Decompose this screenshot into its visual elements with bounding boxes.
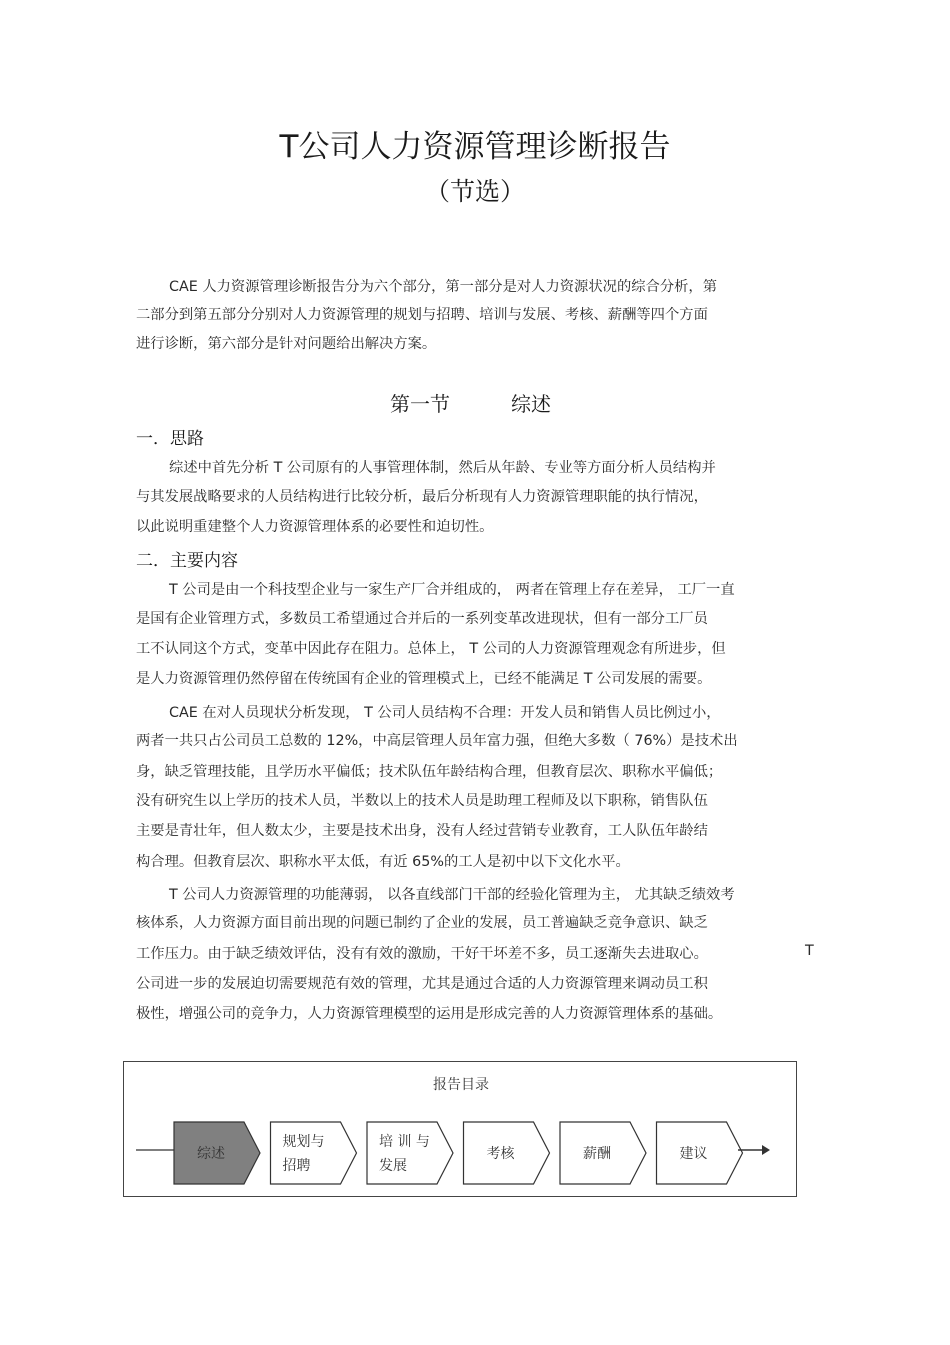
p2-line-3: 工不认同这个方式，变革中因此存在阻力。总体上， T 公司的人力资源管理观念有所进步，但 (136, 641, 726, 657)
p4-line-3: 工作压力。由于缺乏绩效评估，没有有效的激励，干好干坏差不多，员工逐渐失去进取心。 (136, 946, 708, 962)
toc-flow (124, 1062, 798, 1198)
toc-step-label: 考核 (486, 1146, 515, 1162)
flow-arrowhead-icon (762, 1145, 770, 1155)
p1-line-2: 与其发展战略要求的人员结构进行比较分析，最后分析现有人力资源管理职能的执行情况， (136, 489, 708, 505)
toc-step-chevron (367, 1122, 453, 1184)
section-title-name: 综述 (511, 392, 551, 416)
toc-step-label: 综述 (197, 1146, 225, 1162)
toc-step-label: 薪酬 (583, 1146, 611, 1162)
intro-line-2: 二部分到第五部分分别对人力资源管理的规划与招聘、培训与发展、考核、薪酬等四个方面 (136, 307, 708, 323)
toc-step-label: 发展 (379, 1158, 407, 1174)
toc-step-2 (271, 1122, 357, 1184)
p3-line-5: 主要是青壮年，但人数太少，主要是技术出身，没有人经过营销专业教育，工人队伍年龄结 (136, 823, 708, 839)
heading-approach: 一．思路 (136, 429, 204, 449)
toc-step-label: 招聘 (282, 1158, 311, 1174)
p4-line-5: 极性，增强公司的竞争力，人力资源管理模型的运用是形成完善的人力资源管理体系的基础。 (136, 1006, 723, 1022)
toc-step-label: 规划与 (282, 1134, 325, 1150)
p2-line-4: 是人力资源管理仍然停留在传统国有企业的管理模式上，已经不能满足 T 公司发展的需要。 (136, 671, 712, 687)
toc-step-chevron (271, 1122, 357, 1184)
intro-line-3: 进行诊断，第六部分是针对问题给出解决方案。 (136, 336, 437, 352)
p1-line-1: 综述中首先分析 T 公司原有的人事管理体制，然后从年龄、专业等方面分析人员结构并 (169, 460, 716, 476)
toc-step-4 (464, 1122, 550, 1184)
p3-line-4: 没有研究生以上学历的技术人员，半数以上的技术人员是助理工程师及以下职称，销售队伍 (136, 793, 708, 809)
toc-step-label: 建议 (679, 1146, 708, 1162)
page-title: T公司人力资源管理诊断报告 (279, 129, 671, 165)
toc-step-1 (174, 1122, 260, 1184)
toc-step-3 (367, 1122, 453, 1184)
p4-line-4: 公司进一步的发展迫切需要规范有效的管理，尤其是通过合适的人力资源管理来调动员工积 (136, 976, 708, 992)
p1-line-3: 以此说明重建整个人力资源管理体系的必要性和迫切性。 (136, 519, 494, 535)
toc-step-5 (560, 1122, 646, 1184)
p3-line-6: 构合理。但教育层次、职称水平太低，有近 65%的工人是初中以下文化水平。 (136, 854, 630, 870)
report-toc-diagram (123, 1061, 797, 1197)
section-title-number: 第一节 (390, 392, 450, 416)
p3-line-3: 身，缺乏管理技能，且学历水平偏低；技术队伍年龄结构合理，但教育层次、职称水平偏低； (136, 764, 723, 780)
intro-line-1: CAE 人力资源管理诊断报告分为六个部分，第一部分是对人力资源状况的综合分析，第 (169, 279, 718, 295)
toc-step-6 (657, 1122, 743, 1184)
toc-title: 报告目录 (433, 1077, 489, 1093)
p3-line-2: 两者一共只占公司员工总数的 12%，中高层管理人员年富力强，但绝大多数（ 76%）是技术出 (136, 733, 738, 749)
p3-line-1: CAE 在对人员现状分析发现， T 公司人员结构不合理：开发人员和销售人员比例过小， (169, 705, 721, 721)
p2-line-1: T 公司是由一个科技型企业与一家生产厂合并组成的， 两者在管理上存在差异， 工厂一直 (169, 582, 735, 598)
heading-main-content: 二．主要内容 (136, 551, 238, 571)
p2-line-2: 是国有企业管理方式，多数员工希望通过合并后的一系列变革改进现状，但有一部分工厂员 (136, 611, 708, 627)
p4-line-1: T 公司人力资源管理的功能薄弱， 以各直线部门干部的经验化管理为主， 尤其缺乏绩效考 (169, 887, 735, 903)
p4-line-3-tail: T (805, 943, 814, 959)
p4-line-2: 核体系，人力资源方面目前出现的问题已制约了企业的发展，员工普遍缺乏竞争意识、缺乏 (136, 915, 708, 931)
toc-step-label: 培 训 与 (379, 1134, 430, 1150)
page-subtitle: （节选） (424, 177, 525, 206)
